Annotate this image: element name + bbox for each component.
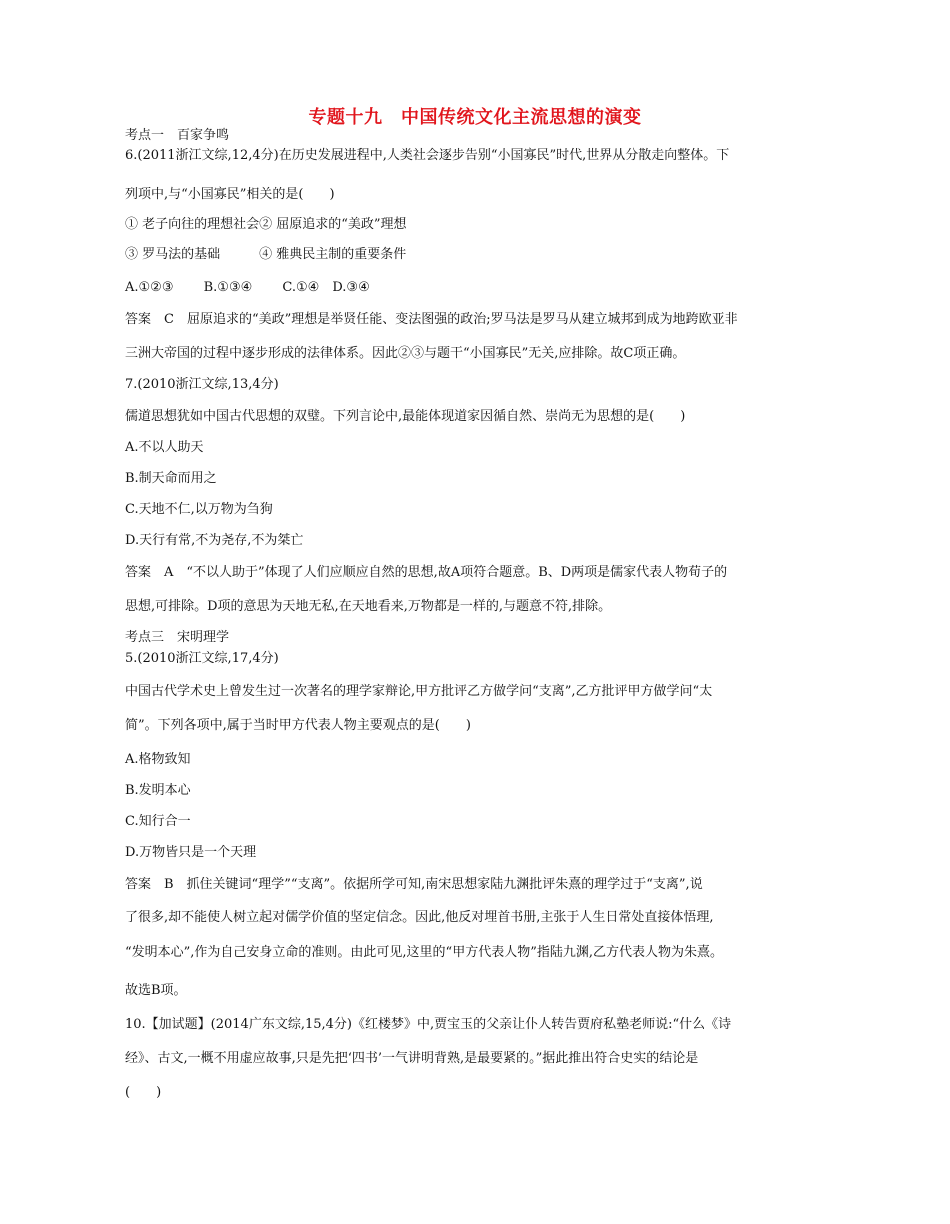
page-title: 专题十九 中国传统文化主流思想的演变	[308, 107, 642, 128]
option-d: D.天行有常,不为尧存,不为桀亡	[125, 533, 304, 548]
option-c: C.天地不仁,以万物为刍狗	[125, 502, 273, 517]
answer-explanation: “发明本心”,作为自己安身立命的准则。由此可见,这里的“甲方代表人物”指陆九渊,乙方代表人物为朱熹。	[125, 945, 723, 960]
section-heading: 考点三 宋明理学	[125, 630, 230, 645]
question-text: 列项中,与“小国寡民”相关的是( )	[125, 187, 335, 202]
statement-text: ③ 罗马法的基础 ④ 雅典民主制的重要条件	[125, 247, 407, 262]
option-a: A.格物致知	[125, 752, 191, 767]
question-text: 中国古代学术史上曾发生过一次著名的理学家辩论,甲方批评乙方做学问“支离”,乙方批评甲方做学问“太	[125, 684, 713, 699]
answer-explanation: 答案 B 抓住关键词“理学”“支离”。依据所学可知,南宋思想家陆九渊批评朱熹的理学过于“支离”,说	[125, 877, 703, 892]
section-heading: 考点一 百家争鸣	[125, 128, 230, 143]
option-b: B.发明本心	[125, 783, 191, 798]
answer-explanation: 答案 C 屈原追求的“美政”理想是举贤任能、变法图强的政治;罗马法是罗马从建立城邦到成为地跨欧亚非	[125, 312, 738, 327]
answer-explanation: 三洲大帝国的过程中逐步形成的法律体系。因此②③与题干“小国寡民”无关,应排除。故C项正确。	[125, 346, 686, 361]
option-a: A.不以人助天	[125, 440, 204, 455]
question-source: 7.(2010浙江文综,13,4分)	[125, 377, 279, 392]
question-text: 经》、古文,一概不用虚应故事,只是先把‘四书’一气讲明背熟,是最要紧的。”据此推出符合史实的结论是	[125, 1051, 699, 1066]
question-text: 10.【加试题】(2014广东文综,15,4分)《红楼梦》中,贾宝玉的父亲让仆人转告贾府私塾老师说:“什么《诗	[125, 1017, 732, 1032]
question-source: 5.(2010浙江文综,17,4分)	[125, 651, 279, 666]
answer-options: A.①②③ B.①③④ C.①④ D.③④	[125, 280, 370, 295]
option-d: D.万物皆只是一个天理	[125, 845, 257, 860]
question-text: ( )	[125, 1085, 162, 1100]
answer-explanation: 故选B项。	[125, 983, 187, 998]
question-text: 简”。下列各项中,属于当时甲方代表人物主要观点的是( )	[125, 718, 471, 733]
answer-explanation: 答案 A “不以人助于”体现了人们应顺应自然的思想,故A项符合题意。B、D两项是儒家代表人物荀子的	[125, 565, 728, 580]
answer-explanation: 了很多,却不能使人树立起对儒学价值的坚定信念。因此,他反对埋首书册,主张于人生日常处直接体悟理,	[125, 910, 714, 925]
answer-explanation: 思想,可排除。D项的意思为天地无私,在天地看来,万物都是一样的,与题意不符,排除。	[125, 599, 612, 614]
question-text: 6.(2011浙江文综,12,4分)在历史发展进程中,人类社会逐步告别“小国寡民”时代,世界从分散走向整体。下	[125, 148, 730, 163]
question-text: 儒道思想犹如中国古代思想的双璧。下列言论中,最能体现道家因循自然、崇尚无为思想的是( )	[125, 409, 686, 424]
option-c: C.知行合一	[125, 814, 191, 829]
statement-text: ① 老子向往的理想社会② 屈原追求的“美政”理想	[125, 217, 407, 232]
option-b: B.制天命而用之	[125, 471, 217, 486]
